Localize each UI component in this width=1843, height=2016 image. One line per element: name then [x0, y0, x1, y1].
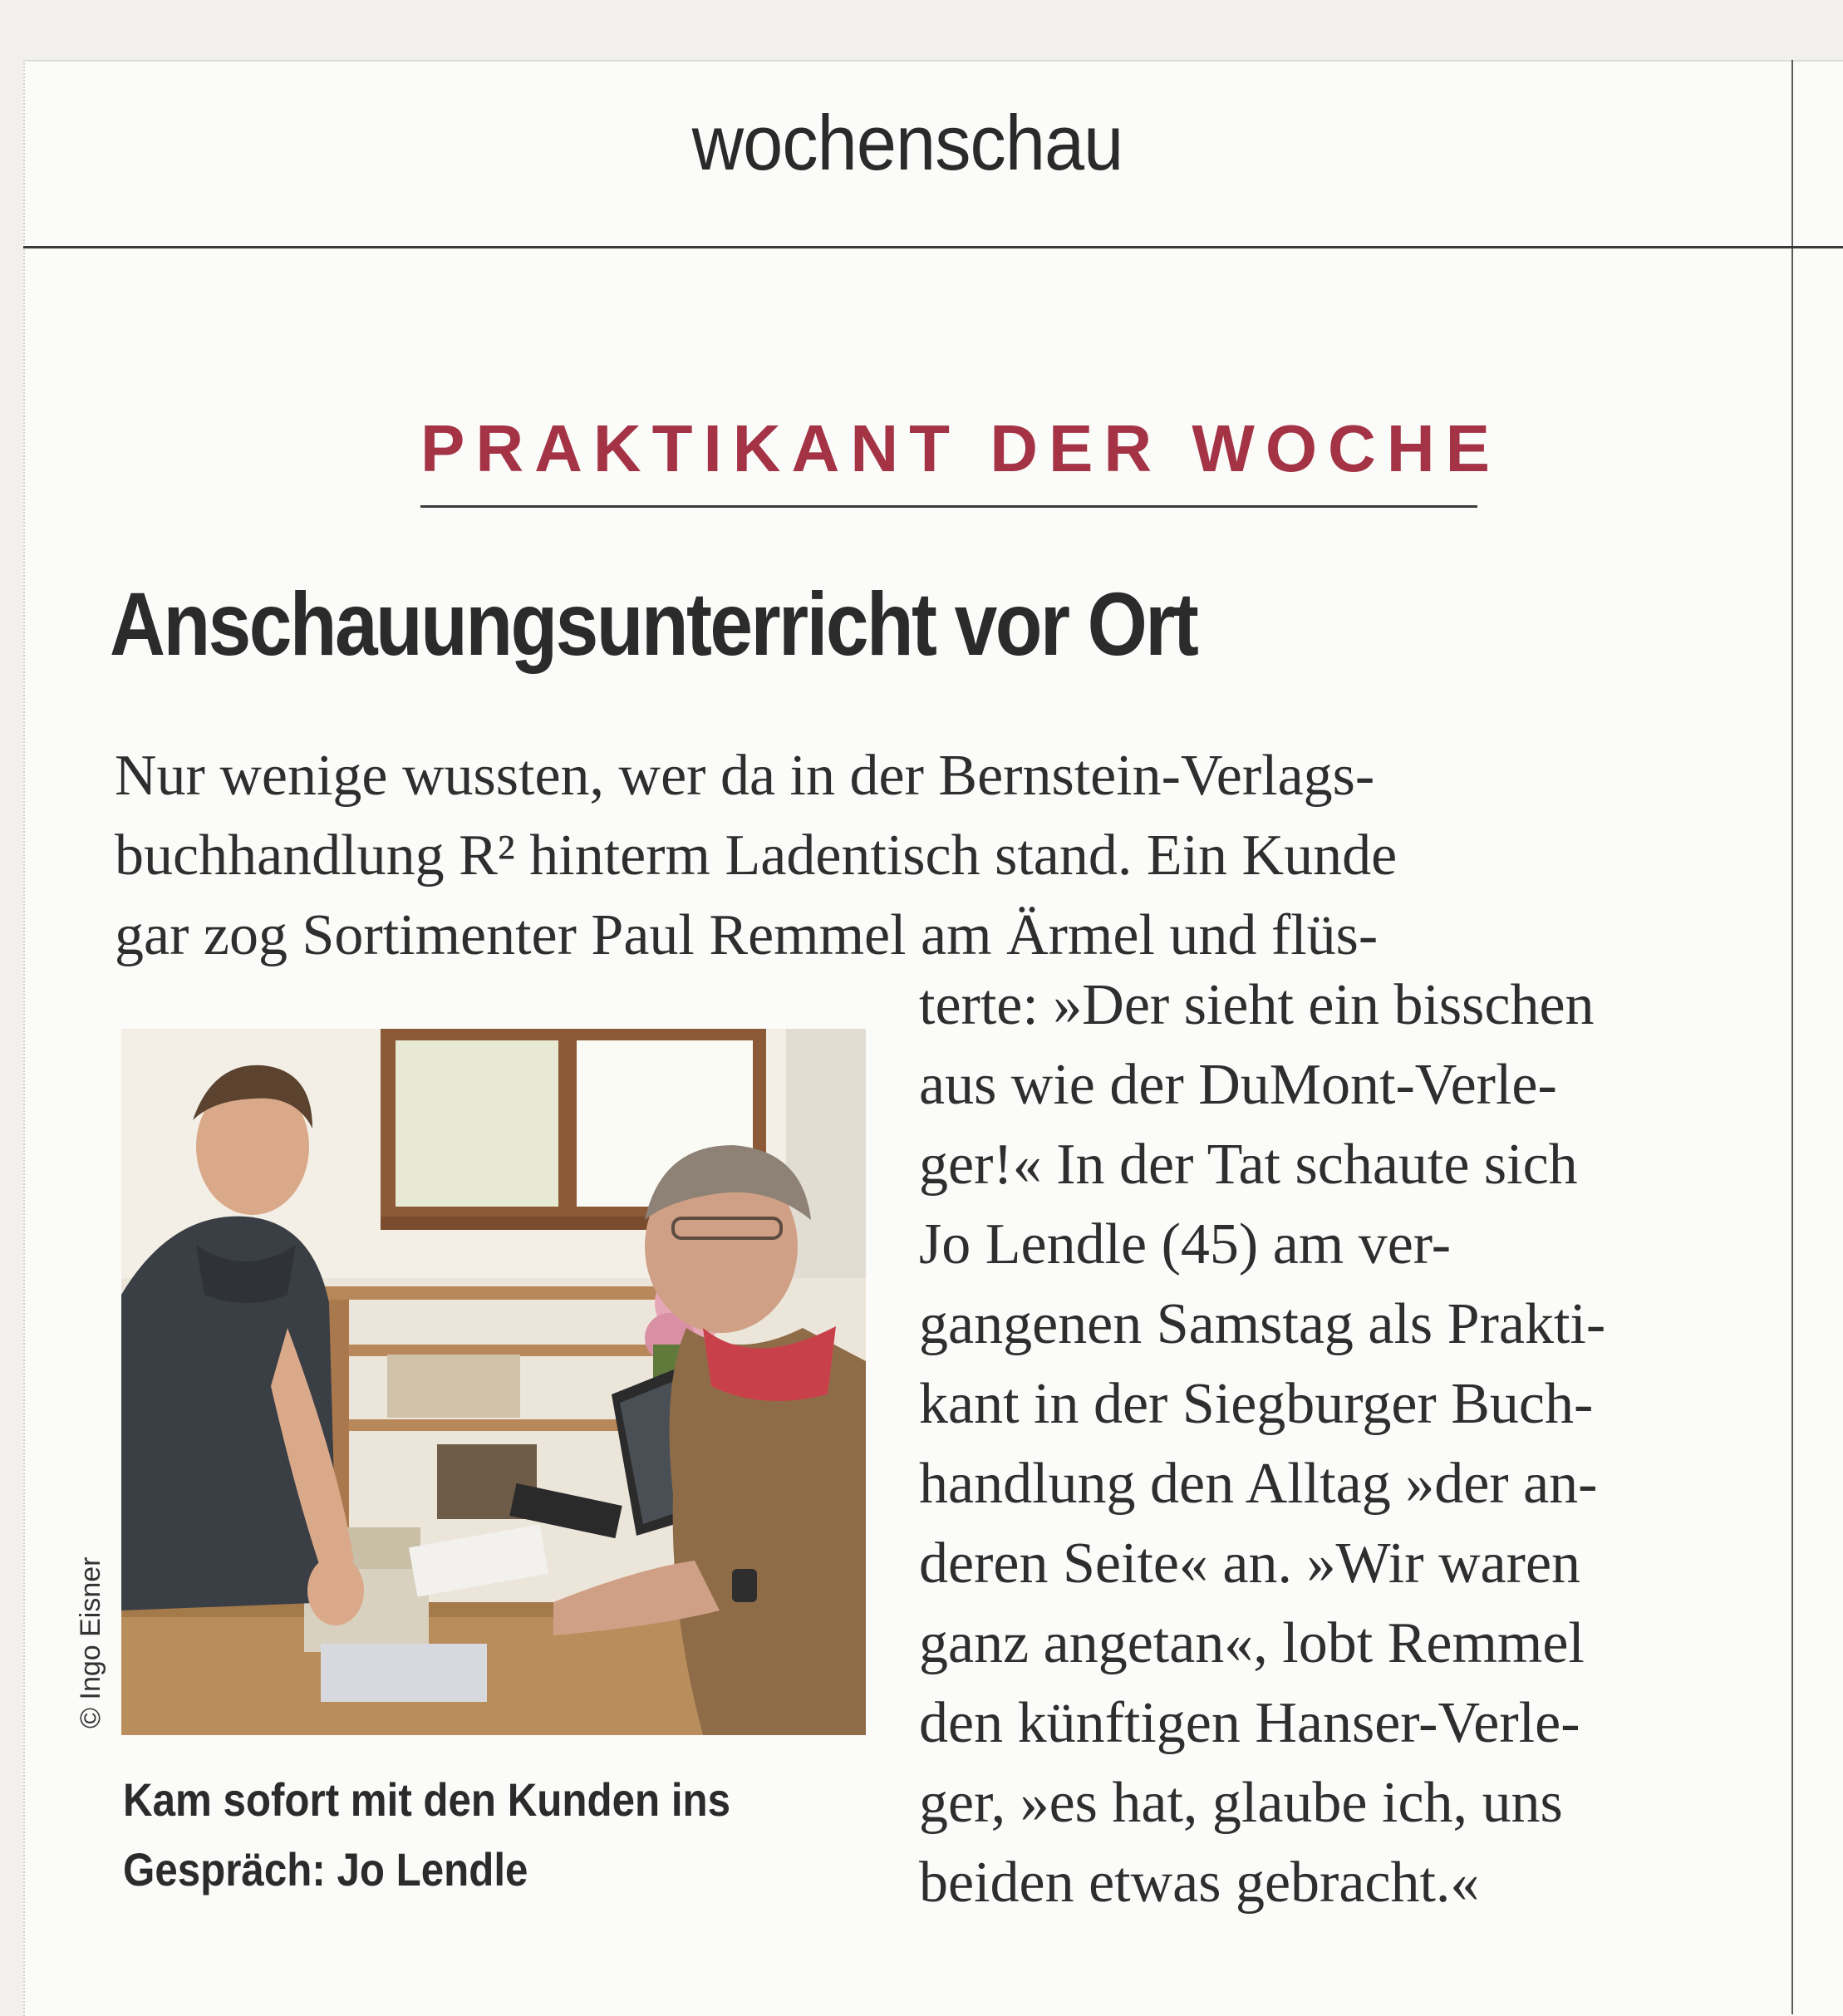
section-label: wochenschau [691, 99, 1123, 186]
photo-credit: © Ingo Eisner [75, 1556, 106, 1728]
bookshop-photo-illustration [121, 1029, 866, 1735]
body-line: ganz angetan«, lobt Remmel [919, 1611, 1585, 1675]
body-line: ger, »es hat, glaube ich, uns [919, 1771, 1563, 1835]
header-rule [23, 246, 1843, 248]
body-line: handlung den Alltag »der an- [919, 1452, 1598, 1516]
body-line: Nur wenige wussten, wer da in der Bernstein-Verlags- [115, 744, 1375, 808]
body-line: beiden etwas gebracht.« [919, 1851, 1480, 1915]
body-line: kant in der Siegburger Buch- [919, 1372, 1594, 1436]
caption-line: Kam sofort mit den Kunden ins [123, 1773, 731, 1826]
kicker-underline [420, 505, 1477, 508]
body-line: gangenen Samstag als Prakti- [919, 1292, 1606, 1356]
body-line: aus wie der DuMont-Verle- [919, 1053, 1557, 1117]
body-line: buchhandlung R² hinterm Ladentisch stand. Ein Kunde [115, 824, 1398, 888]
article-photo [121, 1029, 866, 1735]
page-edge-rule [1791, 60, 1793, 2014]
article-intro [115, 736, 1397, 976]
article-headline: Anschauungsunterricht vor Ort [110, 573, 1197, 674]
article-kicker: PRAKTIKANT DER WOCHE [420, 411, 1501, 485]
body-line: Jo Lendle (45) am ver- [919, 1212, 1452, 1276]
body-line: deren Seite« an. »Wir waren [919, 1532, 1581, 1596]
body-line: den künftigen Hanser-Verle- [919, 1691, 1580, 1755]
body-line: gar zog Sortimenter Paul Remmel am Ärmel und flüs- [115, 903, 1379, 967]
caption-line: Gespräch: Jo Lendle [123, 1843, 528, 1896]
photo-caption [123, 1765, 781, 1905]
body-line: ger!« In der Tat schaute sich [919, 1133, 1578, 1197]
article-column [919, 966, 1605, 1923]
body-line: terte: »Der sieht ein bisschen [919, 973, 1595, 1037]
